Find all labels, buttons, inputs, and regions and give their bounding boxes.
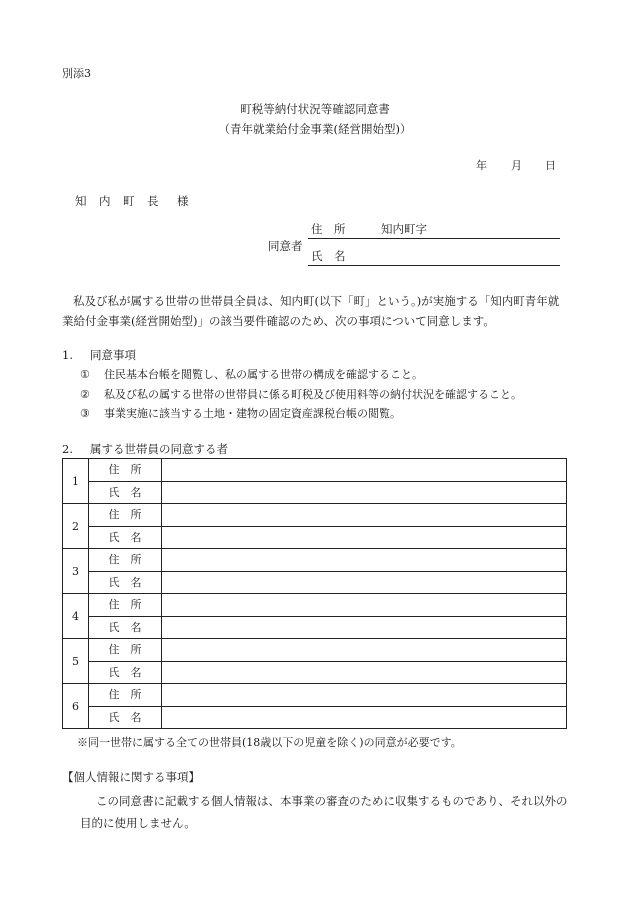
consent-item-text: 住民基本台帳を閲覧し、私の属する世帯の構成を確認すること。 bbox=[104, 368, 423, 381]
consent-item-mark: ② bbox=[80, 388, 90, 401]
member-name-label: 氏 名 bbox=[89, 526, 162, 549]
attachment-label: 別添3 bbox=[62, 67, 91, 80]
document-subtitle: （青年就業給付金事業(経営開始型)） bbox=[218, 122, 412, 136]
date-month-label: 月 bbox=[511, 159, 522, 172]
addressee-char: 長 bbox=[147, 194, 159, 208]
document-title: 町税等納付状況等確認同意書 bbox=[240, 102, 390, 116]
section1-title: 同意事項 bbox=[90, 348, 136, 362]
table-row bbox=[63, 549, 567, 572]
member-address-label: 住 所 bbox=[89, 549, 162, 572]
date-year-label: 年 bbox=[476, 159, 487, 172]
table-row bbox=[63, 504, 567, 527]
table-row bbox=[63, 526, 567, 549]
consenter-name-line[interactable] bbox=[308, 265, 560, 266]
consenter-label: 同意者 bbox=[268, 239, 303, 253]
member-number: 6 bbox=[63, 684, 89, 729]
table-row bbox=[63, 706, 567, 729]
section1-number: 1. bbox=[62, 348, 73, 362]
member-address-field[interactable] bbox=[162, 639, 567, 662]
intro-text: 私及び私が属する世帯の世帯員全員は、知内町(以下「町」という。)が実施する「知内町青年就業給付金事業(経営開始型)」の該当要件確認のため、次の事項について同意します。 bbox=[62, 294, 560, 328]
member-name-label: 氏 名 bbox=[89, 481, 162, 504]
member-number: 4 bbox=[63, 594, 89, 639]
member-address-field[interactable] bbox=[162, 594, 567, 617]
section2-title: 属する世帯員の同意する者 bbox=[90, 442, 228, 456]
member-name-field[interactable] bbox=[162, 481, 567, 504]
member-number: 2 bbox=[63, 504, 89, 549]
member-address-label: 住 所 bbox=[89, 594, 162, 617]
addressee-char: 知 bbox=[75, 194, 87, 208]
member-address-label: 住 所 bbox=[89, 684, 162, 707]
consenter-address-line bbox=[308, 238, 560, 239]
member-address-field[interactable] bbox=[162, 504, 567, 527]
consenter-address-value[interactable]: 知内町字 bbox=[381, 222, 427, 236]
table-row bbox=[63, 459, 567, 482]
addressee-char: 町 bbox=[123, 194, 135, 208]
consenter-address-label: 住 所 bbox=[311, 222, 346, 236]
member-name-field[interactable] bbox=[162, 706, 567, 729]
member-number: 3 bbox=[63, 549, 89, 594]
table-row bbox=[63, 661, 567, 684]
addressee-char: 内 bbox=[99, 194, 111, 208]
member-address-field[interactable] bbox=[162, 459, 567, 482]
member-name-label: 氏 名 bbox=[89, 706, 162, 729]
table-row bbox=[63, 594, 567, 617]
member-name-label: 氏 名 bbox=[89, 571, 162, 594]
member-address-field[interactable] bbox=[162, 549, 567, 572]
privacy-heading: 【個人情報に関する事項】 bbox=[62, 770, 200, 784]
member-name-field[interactable] bbox=[162, 616, 567, 639]
consent-item-mark: ① bbox=[80, 368, 90, 381]
table-row bbox=[63, 684, 567, 707]
date-day-label: 日 bbox=[545, 159, 556, 172]
section2-number: 2. bbox=[62, 442, 73, 456]
consent-item-mark: ③ bbox=[80, 407, 90, 420]
addressee bbox=[75, 196, 189, 208]
member-address-label: 住 所 bbox=[89, 504, 162, 527]
table-row bbox=[63, 571, 567, 594]
member-name-label: 氏 名 bbox=[89, 616, 162, 639]
table-row bbox=[63, 481, 567, 504]
member-name-label: 氏 名 bbox=[89, 661, 162, 684]
privacy-paragraph bbox=[80, 790, 570, 834]
privacy-text: この同意書に記載する個人情報は、本事業の審査のために収集するものであり、それ以外の目的に使用しません。 bbox=[80, 794, 568, 830]
member-address-field[interactable] bbox=[162, 684, 567, 707]
member-address-label: 住 所 bbox=[89, 459, 162, 482]
consent-item-text: 事業実施に該当する土地・建物の固定資産課税台帳の閲覧。 bbox=[104, 407, 401, 420]
table-row bbox=[63, 639, 567, 662]
member-name-field[interactable] bbox=[162, 526, 567, 549]
member-number: 5 bbox=[63, 639, 89, 684]
member-number: 1 bbox=[63, 459, 89, 504]
member-name-field[interactable] bbox=[162, 571, 567, 594]
requirement-note: ※同一世帯に属する全ての世帯員(18歳以下の児童を除く)の同意が必要です。 bbox=[77, 736, 462, 749]
member-name-field[interactable] bbox=[162, 661, 567, 684]
addressee-honorific: 様 bbox=[177, 194, 189, 208]
household-table bbox=[62, 458, 567, 729]
consenter-name-label: 氏 名 bbox=[311, 249, 346, 263]
consent-item-text: 私及び私の属する世帯の世帯員に係る町税及び使用料等の納付状況を確認すること。 bbox=[104, 388, 522, 401]
table-row bbox=[63, 616, 567, 639]
intro-paragraph bbox=[62, 291, 562, 331]
member-address-label: 住 所 bbox=[89, 639, 162, 662]
